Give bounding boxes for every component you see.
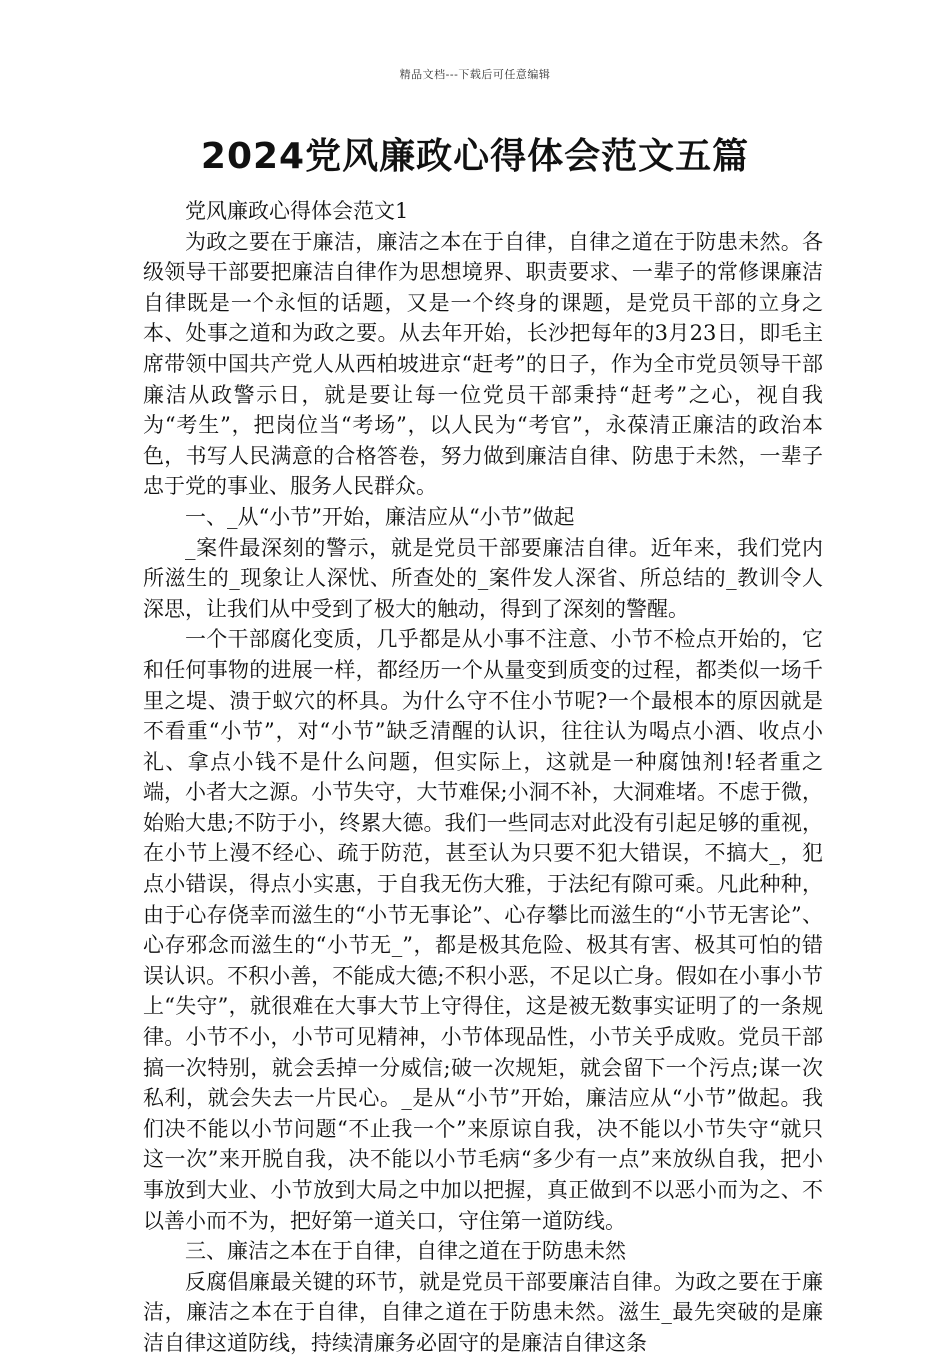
section-heading: 一、_从“小节”开始，廉洁应从“小节”做起 bbox=[185, 504, 575, 529]
header-note: 精品文档---下载后可任意编辑 bbox=[399, 68, 551, 81]
section-heading: 三、廉洁之本在于自律，自律之道在于防患未然 bbox=[185, 1239, 626, 1264]
document-title: 2024党风廉政心得体会范文五篇 bbox=[200, 136, 750, 177]
paragraph: 为政之要在于廉洁，廉洁之本在于自律，自律之道在于防患未然。各级领导干部要把廉洁自律作为思想境界、职责要求、一辈子的常修课廉洁自律既是一个永恒的话题，又是一个终身的课题，是党员干部的立身之本、处事之道和为政之要。从去年开始，长沙把每年的3月23日，即毛主席带领中国共产党人从西柏坡进京“赶考”的日子，作为全市党员领导干部廉洁从政警示日，就是要让每一位党员干部秉持“赶考”之心，视自我为“考生”，把岗位当“考场”，以人民为“考官”，永葆清正廉洁的政治本色，书写人民满意的合格答卷，努力做到廉洁自律、防患于未然，一辈子忠于党的事业、服务人民群众。 bbox=[143, 229, 823, 499]
paragraph: 一个干部腐化变质，几乎都是从小事不注意、小节不检点开始的，它和任何事物的进展一样，都经历一个从量变到质变的过程，都类似一场千里之堤、溃于蚁穴的杯具。为什么守不住小节呢?一个最根本的原因就是不看重“小节”，对“小节”缺乏清醒的认识，往往认为喝点小酒、收点小礼、拿点小钱不是什么问题，但实际上，这就是一种腐蚀剂!轻者重之端，小者大之源。小节失守，大节难保;小洞不补，大洞难堵。不虑于微，始贻大患;不防于小，终累大德。我们一些同志对此没有引起足够的重视，在小节上漫不经心、疏于防范，甚至认为只要不犯大错误，不搞大_，犯点小错误，得点小实惠，于自我无伤大雅，于法纪有隙可乘。凡此种种，由于心存侥幸而滋生的“小节无事论”、心存攀比而滋生的“小节无害论”、心存邪念而滋生的“小节无_”，都是极其危险、极其有害、极其可怕的错误认识。不积小善，不能成大德;不积小恶，不足以亡身。假如在小事小节上“失守”，就很难在大事大节上守得住，这是被无数事实证明了的一条规律。小节不小，小节可见精神，小节体现品性，小节关乎成败。党员干部搞一次特别，就会丢掉一分威信;破一次规矩，就会留下一个污点;谋一次私利，就会失去一片民心。_是从“小节”开始，廉洁应从“小节”做起。我们决不能以小节问题“不止我一个”来原谅自我，决不能以小节失守“就只这一次”来开脱自我，决不能以小节毛病“多少有一点”来放纵自我，把小事放到大业、小节放到大局之中加以把握，真正做到不以恶小而为之、不以善小而不为，把好第一道关口，守住第一道防线。 bbox=[143, 627, 823, 1233]
paragraph: _案件最深刻的警示，就是党员干部要廉洁自律。近年来，我们党内所滋生的_现象让人深忧、所查处的_案件发人深省、所总结的_教训令人深思，让我们从中受到了极大的触动，得到了深刻的警醒。 bbox=[143, 535, 823, 621]
section-heading: 党风廉政心得体会范文1 bbox=[185, 199, 409, 223]
document-body bbox=[143, 196, 823, 1359]
paragraph: 反腐倡廉最关键的环节，就是党员干部要廉洁自律。为政之要在于廉洁，廉洁之本在于自律，自律之道在于防患未然。滋生_最先突破的是廉洁自律这道防线，持续清廉务必固守的是廉洁自律这条 bbox=[143, 1269, 823, 1355]
